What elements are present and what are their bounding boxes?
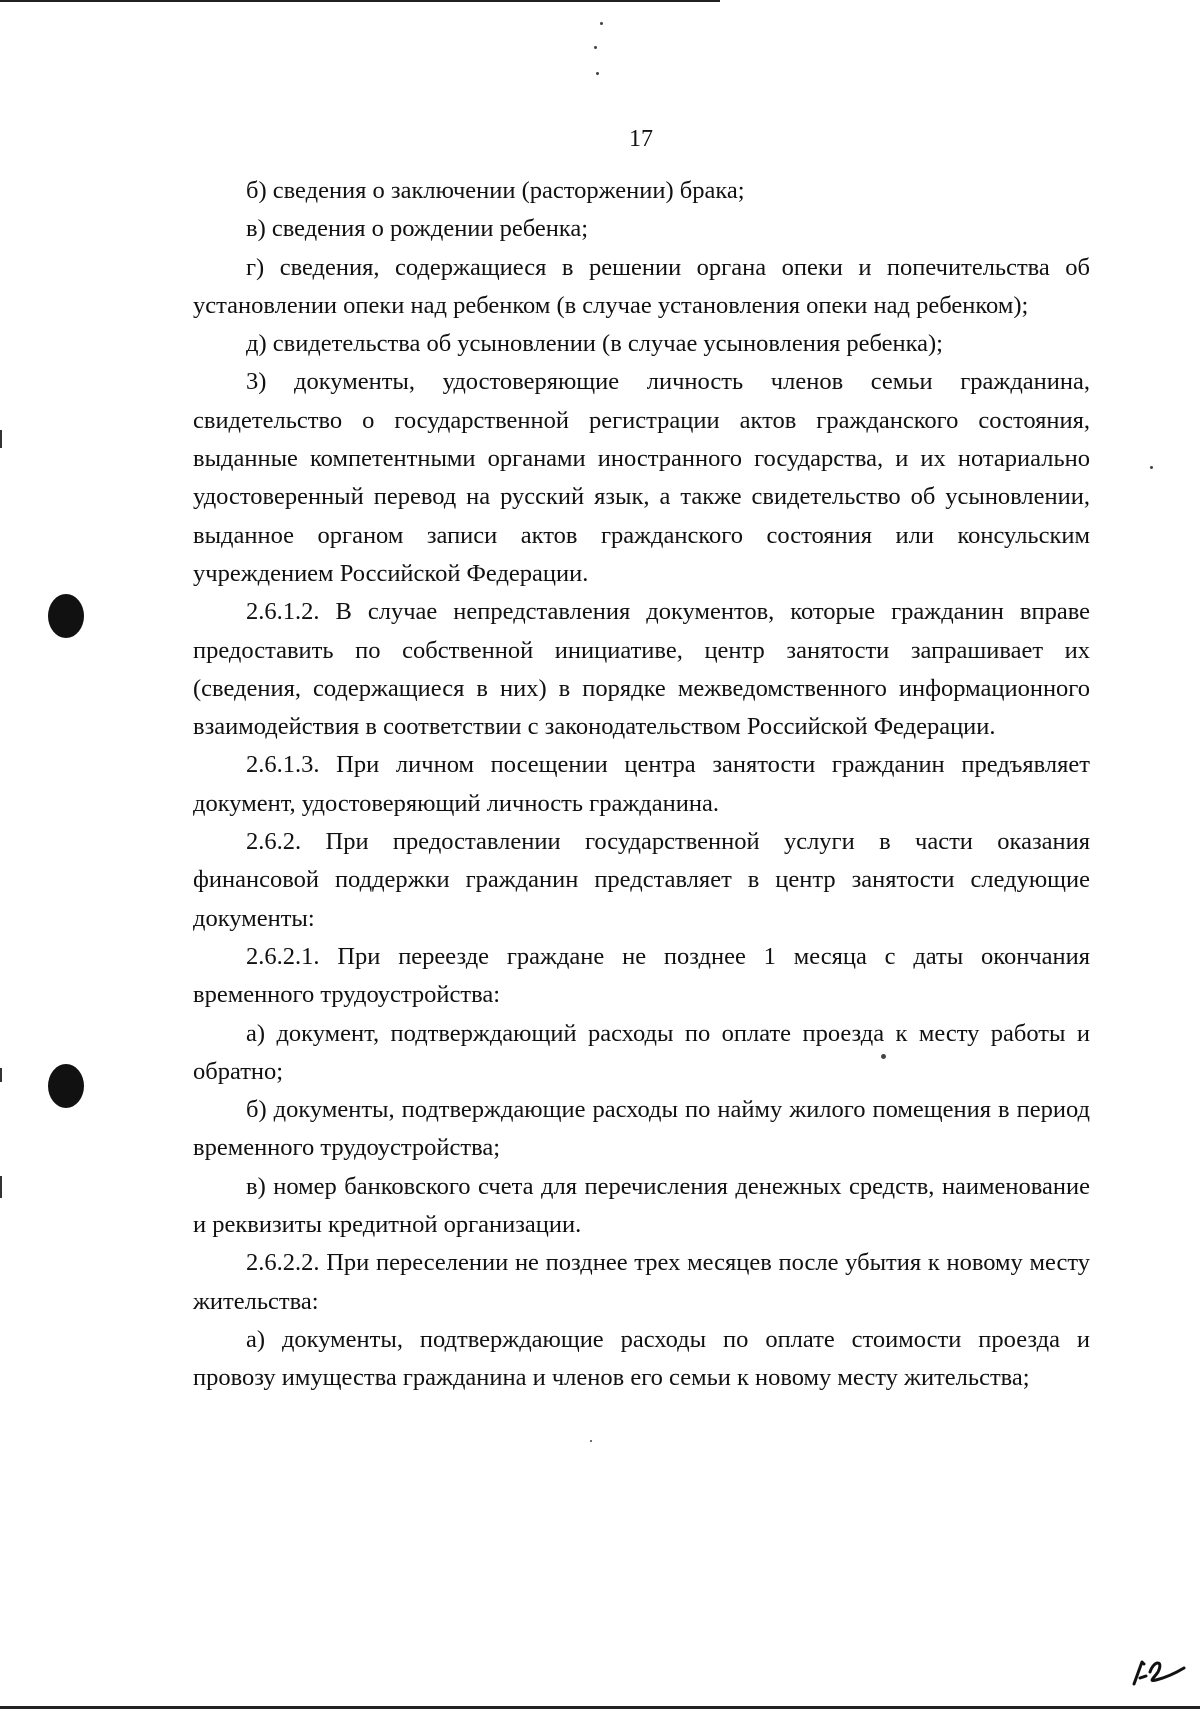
page-number: 17 xyxy=(629,126,653,152)
paragraph: а) документы, подтверждающие расходы по оплате стоимости проезда и провозу имущества гражданина и членов его семьи к новому месту жительства; xyxy=(193,1325,1090,1392)
paragraph: 2.6.1.3. При личном посещении центра занятости гражданин предъявляет документ, удостоверяющий личность гражданина. xyxy=(193,751,1090,817)
paragraph: 2.6.2.1. При переезде граждане не позднее 1 месяца с даты окончания временного трудоустройства: xyxy=(193,942,1090,1009)
scan-speck xyxy=(594,46,597,49)
scan-edge-mark xyxy=(0,430,2,448)
paragraph: в) номер банковского счета для перечисления денежных средств, наименование и реквизиты кредитной организации. xyxy=(193,1172,1090,1239)
paragraph: 2.6.2.2. При переселении не позднее трех месяцев после убытия к новому месту жительства: xyxy=(193,1249,1090,1315)
scan-speck xyxy=(600,22,603,25)
scan-bottom-rule xyxy=(0,1706,1200,1709)
paragraph: а) документ, подтверждающий расходы по оплате проезда к месту работы и обратно; xyxy=(193,1019,1090,1085)
punch-hole xyxy=(48,594,84,638)
scan-edge-mark xyxy=(0,1176,2,1198)
paragraph: г) сведения, содержащиеся в решении органа опеки и попечительства об установлении опеки над ребенком (в случае установления опеки над ребенком); xyxy=(193,253,1090,319)
punch-hole xyxy=(48,1064,84,1108)
paragraph: 3) документы, удостоверяющие личность членов семьи гражданина, свидетельство о государственной регистрации актов гражданского состояния, выданные компетентными органами иностранного государства, и их нотариально удостоверенный перевод на русский язык, а также свидетельство об усыновлении, выданное органом записи актов гражданского состояния или консульским учреждением Российской Федерации. xyxy=(193,368,1090,587)
scan-speck xyxy=(1150,466,1153,469)
handwritten-page-mark xyxy=(1128,1648,1188,1688)
paragraph: б) сведения о заключении (расторжении) брака; xyxy=(246,177,745,204)
paragraph: 2.6.2. При предоставлении государственной услуги в части оказания финансовой поддержки гражданин представляет в центр занятости следующие документы: xyxy=(193,828,1090,932)
scan-speck xyxy=(590,1440,592,1442)
scan-edge-mark xyxy=(0,1068,2,1082)
paragraph: д) свидетельства об усыновлении (в случае усыновления ребенка); xyxy=(246,330,943,358)
document-body xyxy=(193,172,1090,1398)
scan-top-rule xyxy=(0,0,720,2)
scan-speck xyxy=(596,72,599,75)
paragraph: в) сведения о рождении ребенка; xyxy=(246,215,589,243)
paragraph: 2.6.1.2. В случае непредставления документов, которые гражданин вправе предоставить по собственной инициативе, центр занятости запрашивает их (сведения, содержащиеся в них) в порядке межведомственного информационного взаимодействия в соответствии с законодательством Российской Федерации. xyxy=(193,598,1090,741)
paragraph: б) документы, подтверждающие расходы по найму жилого помещения в период временного трудоустройства; xyxy=(193,1096,1090,1162)
